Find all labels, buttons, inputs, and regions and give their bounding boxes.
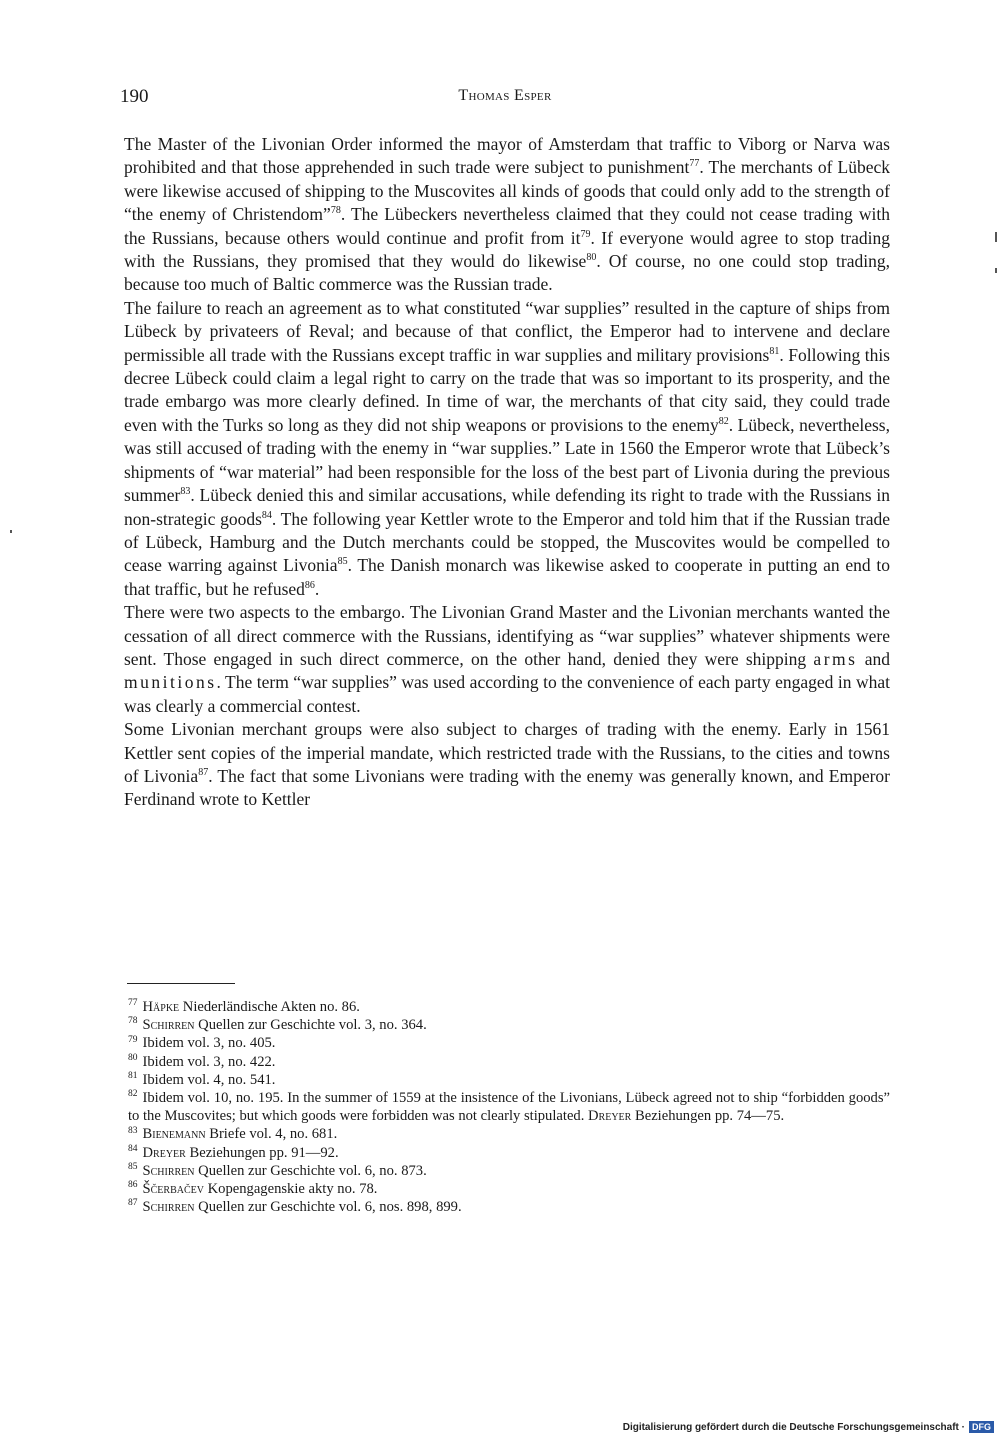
footnote-ref-86[interactable]: 86 [304, 579, 315, 591]
footnote-ref-80[interactable]: 80 [586, 252, 597, 264]
footnote-82: $^{82}$ Ibidem vol. 10, no. 195. In the summer of 1559 at the insistence of the Livonians, Lübeck agreed not to ship “forbidden goods” to the Muscovites; but which goods were forbidden was not clearly stipulated. Dreyer Beziehungen pp. 74—75. [128, 1089, 890, 1125]
footnote-ref-83[interactable]: 83 [180, 486, 191, 498]
scan-mark [995, 232, 997, 242]
footnote-ref-84[interactable]: 84 [261, 509, 272, 521]
footnote-ref-79[interactable]: 79 [580, 228, 591, 240]
footnotes [128, 998, 890, 1216]
footnote-87: $^{87}$ Schirren Quellen zur Geschichte vol. 6, nos. 898, 899. [128, 1198, 462, 1216]
footnote-80: $^{80}$ Ibidem vol. 3, no. 422. [128, 1052, 276, 1070]
digitization-banner [623, 1421, 994, 1433]
running-head [120, 86, 890, 112]
scan-mark [10, 530, 12, 533]
footnote-83: $^{83}$ Bienemann Briefe vol. 4, no. 681. [128, 1125, 338, 1143]
footnote-ref-87[interactable]: 87 [198, 767, 209, 779]
footnote-84: $^{84}$ Dreyer Beziehungen pp. 91—92. [128, 1143, 339, 1161]
footnote-ref-81[interactable]: 81 [769, 345, 780, 357]
spaced-term-arms: arms [813, 648, 858, 669]
footnote-78: $^{78}$ Schirren Quellen zur Geschichte vol. 3, no. 364. [128, 1016, 427, 1034]
footnote-rule [127, 983, 235, 984]
paragraph-3: There were two aspects to the embargo. The Livonian Grand Master and the Livonian merchants wanted the cessation of all direct commerce with the Russians, identifying as “war supplies” whatever shipments were sent. Those engaged in such direct commerce, on the other hand, denied they were shipping arms and munitions. The term “war supplies” was used according to the convenience of each party engaged in what was clearly a commercial contest. [124, 602, 890, 716]
footnote-ref-78[interactable]: 78 [330, 205, 341, 217]
dfg-logo-icon: DFG [969, 1421, 994, 1433]
digitization-note: Digitalisierung gefördert durch die Deutsche Forschungsgemeinschaft · [622, 1421, 965, 1433]
spaced-term-munitions: munitions [124, 672, 217, 693]
footnote-79: $^{79}$ Ibidem vol. 3, no. 405. [128, 1034, 276, 1052]
footnote-85: $^{85}$ Schirren Quellen zur Geschichte vol. 6, no. 873. [128, 1161, 427, 1179]
footnote-86: $^{86}$ Ščerbačev Kopengagenskie akty no. 78. [128, 1180, 378, 1198]
footnote-77: $^{77}$ Häpke Niederländische Akten no. 86. [128, 998, 360, 1015]
running-title: Thomas Esper [458, 87, 552, 104]
footnote-ref-82[interactable]: 82 [718, 416, 729, 428]
footnote-81: $^{81}$ Ibidem vol. 4, no. 541. [128, 1070, 276, 1088]
footnote-ref-77[interactable]: 77 [689, 158, 700, 170]
paragraph-1: The Master of the Livonian Order informed the mayor of Amsterdam that traffic to Viborg or Narva was prohibited and that those apprehended in such trade were subject to punishment$^{77}$. The merchants of Lübeck were likewise accused of shipping to the Muscovites all kinds of goods that could only add to the strength of “the enemy of Christendom”$^{78}$. The Lübeckers nevertheless claimed that they could not cease trading with the Russians, because others would continue and profit from $it^{79}$. If everyone would agree to stop trading with the Russians, they promised that they would do likewise$^{80}$. Of course, no one could stop trading, because too much of Baltic commerce was the Russian trade. [124, 134, 890, 295]
paragraph-2: The failure to reach an agreement as to what constituted “war supplies” resulted in the capture of ships from Lübeck by privateers of Reval; and because of that conflict, the Emperor had to intervene and declare permissible all trade with the Russians except traffic in war supplies and military provisions$^{81}$. Following this decree Lübeck could claim a legal right to carry on the trade that was so important to its prosperity, and the trade embargo was more clearly defined. In time of war, the merchants of that city said, they could trade even with the Turks so long as they did not ship weapons or provisions to the enemy$^{82}$. Lübeck, nevertheless, was still accused of trading with the enemy in “war supplies.” Late in 1560 the Emperor wrote that Lübeck’s shipments of “war material” had been responsible for the loss of the best part of Livonia during the previous summer$^{83}$. Lübeck denied this and similar accusations, while defending its right to trade with the Russians in non-strategic goods$^{84}$. The following year Kettler wrote to the Emperor and told him that if the Russian trade of Lübeck, Hamburg and the Dutch merchants could be stopped, the Muscovites would be compelled to cease warring against Livonia$^{85}$. The Danish monarch was likewise asked to cooperate in putting an end to that traffic, but he refused$^{86}$. [124, 297, 890, 599]
paragraph-4: Some Livonian merchant groups were also subject to charges of trading with the enemy. Early in 1561 Kettler sent copies of the imperial mandate, which restricted trade with the Russians, to the cities and towns of Livonia$^{87}$. The fact that some Livonians were trading with the enemy was generally known, and Emperor Ferdinand wrote to Kettler [124, 719, 890, 810]
page-number: 190 [120, 86, 149, 107]
body-text [124, 133, 890, 812]
scan-mark [995, 268, 997, 273]
footnote-ref-85[interactable]: 85 [337, 556, 348, 568]
